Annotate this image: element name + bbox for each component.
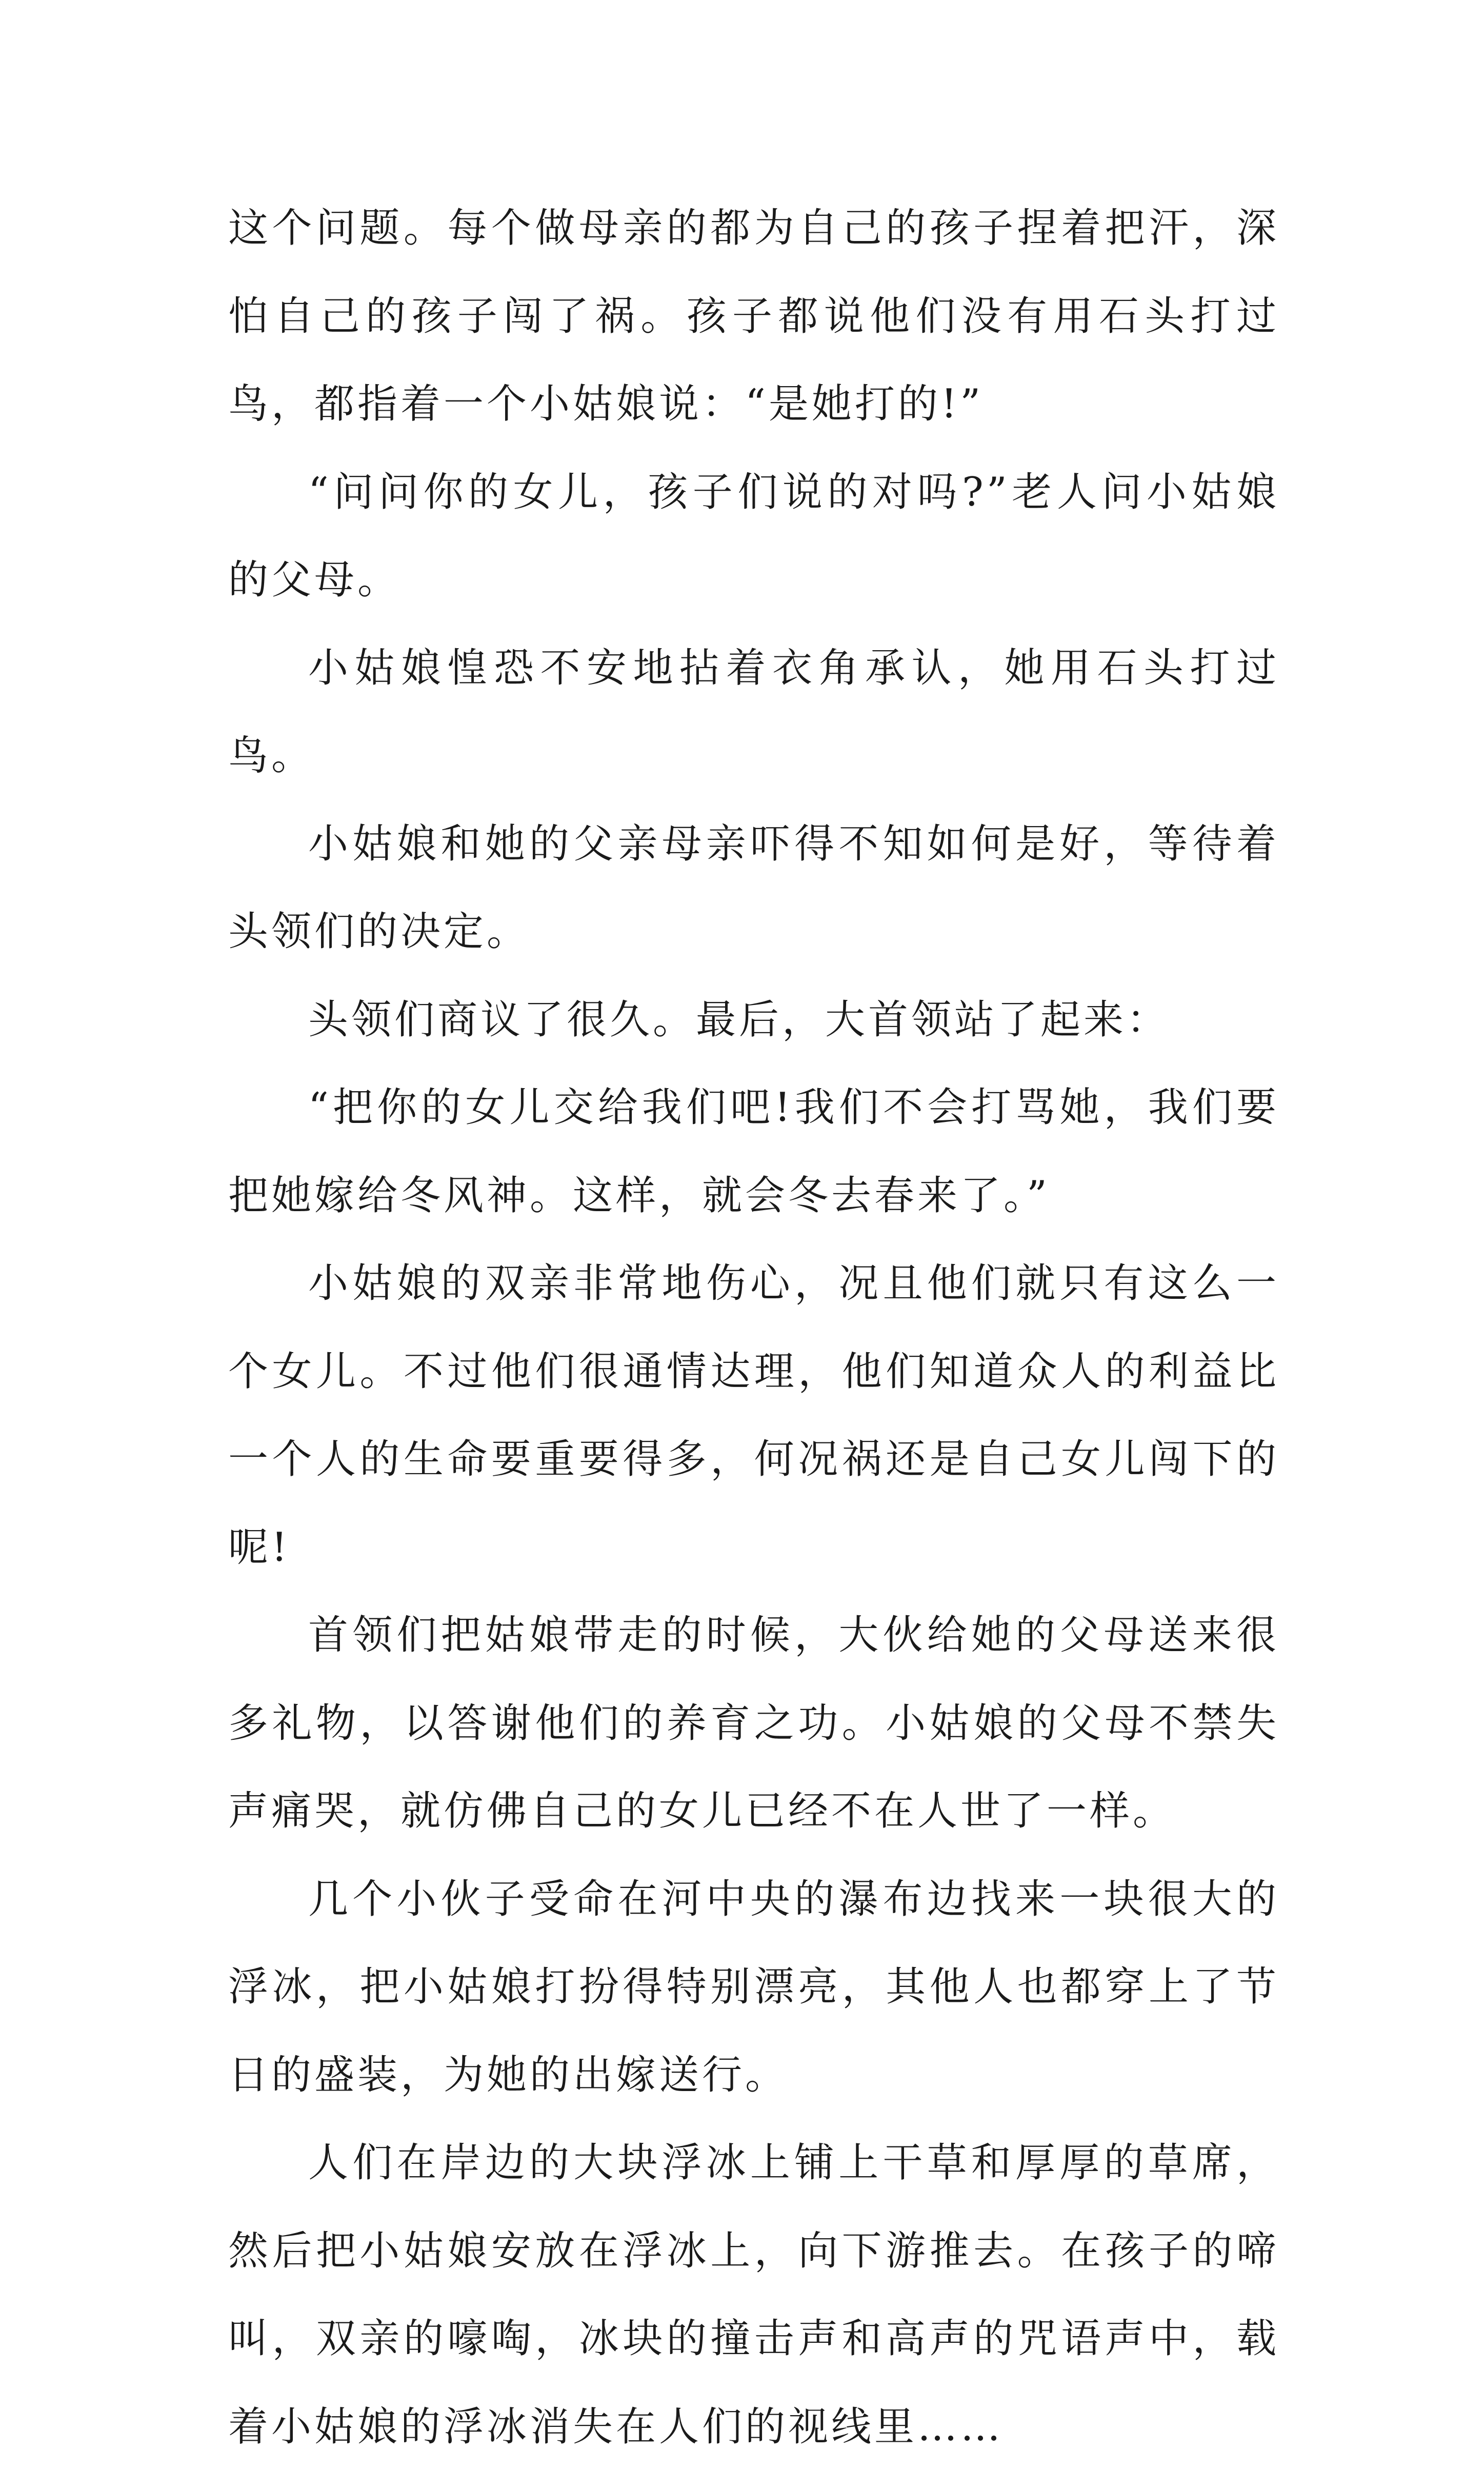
paragraph: 首领们把姑娘带走的时候，大伙给她的父母送来很多礼物，以答谢他们的养育之功。小姑娘的父母不禁失声痛哭，就仿佛自己的女儿已经不在人世了一样。: [228, 1612, 1279, 1834]
paragraph: 头领们商议了很久。最后，大首领站了起来：: [308, 996, 1170, 1043]
paragraph: 小姑娘惶恐不安地拈着衣角承认，她用石头打过鸟。: [228, 645, 1279, 779]
paragraph: 小姑娘的双亲非常地伤心，况且他们就只有这么一个女儿。不过他们很通情达理，他们知道众人的利益比一个人的生命要重要得多，何况祸还是自己女儿闯下的呢!: [228, 1260, 1279, 1571]
paragraph: “把你的女儿交给我们吧!我们不会打骂她，我们要把她嫁给冬风神。这样，就会冬去春来了。”: [228, 1084, 1279, 1219]
body-text: [228, 185, 1279, 2471]
paragraph: 人们在岸边的大块浮冰上铺上干草和厚厚的草席，然后把小姑娘安放在浮冰上，向下游推去。在孩子的啼叫，双亲的嚎啕，冰块的撞击声和高声的咒语声中，载着小姑娘的浮冰消失在人们的视线里……: [228, 2140, 1279, 2450]
paragraph: 小姑娘和她的父亲母亲吓得不知如何是好，等待着头领们的决定。: [228, 820, 1279, 955]
paragraph: “问问你的女儿，孩子们说的对吗?”老人问小姑娘的父母。: [228, 469, 1279, 603]
paragraph: 几个小伙子受命在河中央的瀑布边找来一块很大的浮冰，把小姑娘打扮得特别漂亮，其他人也都穿上了节日的盛装，为她的出嫁送行。: [228, 1876, 1279, 2098]
paragraph: 这个问题。每个做母亲的都为自己的孩子捏着把汗，深怕自己的孩子闯了祸。孩子都说他们没有用石头打过鸟，都指着一个小姑娘说：“是她打的!”: [228, 205, 1279, 427]
